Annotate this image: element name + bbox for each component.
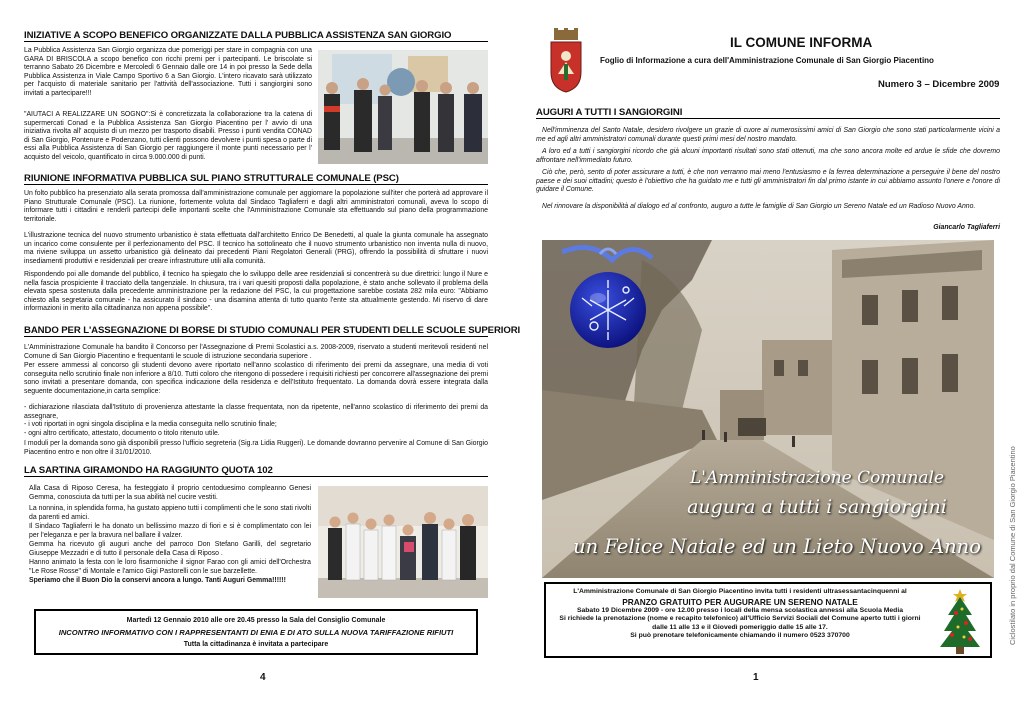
sartina-paragraph-4: Gemma ha ricevuto gli auguri anche del parroco Don Stefano Garilli, del segretario Giuseppe Mezzadri e di tutto il personale della Casa di Riposo . — [29, 541, 311, 557]
benefico-paragraph-1: La Pubblica Assistenza San Giorgio organizza due pomeriggi per stare in compagnia con una GARA DI BRISCOLA a scopo benefico con ricchi premi per i partecipanti. Le briscolate si terranno Sabato 26 Dicembre e Mercoledì 6 Gennaio dalle ore 14 in poi presso la Sede della Pubblica Assistenza in Viale Campo Sportivo 6 a San Giorgio. L'intero ricavato sarà utilizzato per l'acquisto di materiale sanitario per l'attività dell'associazione. Tutti i sangiorgini sono invitati a partecipare!!! — [24, 47, 312, 97]
birthday-photo-illustration — [318, 486, 488, 598]
auguri-paragraph-3: Ciò che, però, sento di poter assicurare a tutti, è che non verranno mai meno l'entusiasmo e la ferrea determinazione a perseguire il bene del nostro paese e dei suoi cittadini; questo è l'obiettivo che ha guidato me e tutti gli amministratori fin dal primo istante in cui abbiamo assunto l'onere e l'onore di guidare il Comune. — [536, 169, 1000, 194]
pranzo-booking-line: Si richiede la prenotazione (nome e recapito telefonico) all'Ufficio Servizi Sociali del Comune aperto tutti i giorni dalle 11 alle 13 e il Giovedì pomeriggio dalle 15 alle 17. — [559, 615, 921, 631]
sartina-paragraph-1: Alla Casa di Riposo Ceresa, ha festeggiato il proprio centoduesimo compleanno Genesi Gemma, conosciuta da tutti per la sua abilità nel cucire vestiti. — [29, 485, 311, 501]
card-greeting-line-2: augura a tutti i sangiorgini — [687, 496, 947, 518]
coat-of-arms-icon — [548, 28, 584, 94]
pubblica-assistenza-photo — [318, 50, 488, 164]
sartina-photo — [318, 486, 488, 598]
right-page — [512, 0, 1024, 724]
sartina-paragraph-5: Hanno animato la festa con le loro fisarmoniche il signor Farao con gli amici dell'Orchestra "Le Rose Rosse" di Montale e l'amico Gigi Pastorelli con le sue barzellette. — [29, 559, 311, 575]
pranzo-invite-line: L'Amministrazione Comunale di San Giorgio Piacentino invita tutti i residenti ultrasessantacinquenni al — [573, 588, 907, 595]
christmas-card-image — [542, 240, 994, 578]
borse-paragraph-3: I moduli per la domanda sono già disponibili presso l'ufficio segreteria (Sig.ra Lidia Ruggeri). Le domande dovranno pervenire al Comune di San Giorgio Piacentino entro e non oltre il 31/01/2010. — [24, 440, 488, 456]
printing-note-vertical: Ciclostilato in proprio dal Comune di San Giorgio Piacentino — [1008, 446, 1017, 645]
incontro-date-line: Martedì 12 Gennaio 2010 alle ore 20.45 presso la Sala del Consiglio Comunale — [126, 617, 386, 624]
sartina-paragraph-3: Il Sindaco Tagliaferri le ha donato un bellissimo mazzo di fiori e si è complimentato con lei per l'eleganza e per la bravura nel ballare il valzer. — [29, 523, 311, 539]
sartina-paragraph-2: La nonnina, in splendida forma, ha gustato appieno tutti i complimenti che le sono stati rivolti da parenti ed amici. — [29, 505, 311, 521]
benefico-heading: INIZIATIVE A SCOPO BENEFICO ORGANIZZATE DALLA PUBBLICA ASSISTENZA SAN GIORGIO — [24, 30, 488, 42]
incontro-invite-line: Tutta la cittadinanza è invitata a partecipare — [183, 641, 329, 648]
auguri-paragraph-1: Nell'imminenza del Santo Natale, desidero rivolgere un grazie di cuore ai numerosissimi amici di San Giorgio che sono stati particolarmente vicini a me ed agli altri amministratori comunali durante questi primi mesi del nostro mandato. — [536, 127, 1000, 143]
borse-paragraph-2: Per essere ammessi al concorso gli studenti devono avere riportato nell'anno scolastico di riferimento dei premi da assegnare, una media di voti conseguita nello scrutinio finale non inferiore a 8/10. Tutti coloro che ritengono di possedere i requisiti richiesti per concorrere all'assegnazione dei premi sono invitati a presentare domanda, con specifica indicazione della residenza e dell'Istituto frequentato. La domanda dovrà essere integrata dalla seguente documentazione,in carta semplice: — [24, 362, 488, 395]
borse-bullet-2: - i voti riportati in ogni singola disciplina e la media conseguita nello scrutinio finale; — [24, 421, 277, 428]
auguri-paragraph-2: A loro ed a tutti i sangiorgini ricordo che già alcuni importanti risultati sono stati ottenuti, ma che sono ancora molte ed ardue le sfide che dovremo affrontare nell'immediato futuro. — [536, 148, 1000, 164]
psc-paragraph-2: L'illustrazione tecnica del nuovo strumento urbanistico è stata effettuata dall'architetto Enrico De Benedetti, al quale la giunta comunale ha assegnato un incarico come consulente per il perfezionamento del PSC. Il tecnico ha sottolineato che il nuovo strumento urbanistico non inventa nulla di nuovo, ma riviene sviluppa un assetto urbanistico già delineato dai precedenti Piani Regolatori Generali (PRG), offrendo la possibilità di sfruttare i nuovi insediamenti produttivi e residenziali per creare infrastrutture utili alla comunità. — [24, 232, 488, 265]
incontro-title: INCONTRO INFORMATIVO CON I RAPPRESENTANTI DI ENIA E DI ATO SULLA NUOVA TARIFFAZIONE RIFIUTI — [58, 628, 454, 637]
auguri-heading: AUGURI A TUTTI I SANGIORGINI — [536, 107, 1000, 119]
psc-paragraph-3: Rispondendo poi alle domande del pubblico, il tecnico ha spiegato che lo sviluppo delle aree residenziali si concentrerà su due direttrici: lungo il Nure e nella fascia prospiciente il tracciato della tangenziale. In chiusura, tra i vari quesiti proposti dalla popolazione, è stato anche sollevato il problema della elevata spesa sostenuta dalla precedente amministrazione per la redazione del PSC, la cui progettazione sarebbe costata 282 mila euro: "Abbiamo chiesto alla segretaria comunale - ha assicurato il sindaco - una disamina attenta di tutto quanto l'ente sta attualmente gestendo. Mi riservo di dare informazioni in merito alla cittadinanza non appena possibile". — [24, 271, 488, 313]
borse-paragraph-1: L'Amministrazione Comunale ha bandito il Concorso per l'Assegnazione di Premi Scolastici a.s. 2008-2009, riservato a studenti meritevoli residenti nel Comune di San Giorgio Piacentino e frequentanti le scuole di istruzione secondaria superiore . — [24, 344, 488, 360]
borse-bullet-1: - dichiarazione rilasciata dall'Istituto di provenienza attestante la classe frequentata, non da ripetente, nell'anno scolastico di riferimento dei premi da assegnare, — [24, 404, 488, 420]
page-number-right: 1 — [753, 672, 759, 683]
sepia-street-illustration — [542, 240, 994, 578]
borse-heading: BANDO PER L'ASSEGNAZIONE DI BORSE DI STUDIO COMUNALI PER STUDENTI DELLE SCUOLE SUPERIORI — [24, 325, 521, 336]
group-photo-illustration — [318, 50, 488, 164]
sartina-heading: LA SARTINA GIRAMONDO HA RAGGIUNTO QUOTA 102 — [24, 465, 488, 477]
masthead-subtitle: Foglio di Informazione a cura dell'Amministrazione Comunale di San Giorgio Piacentino — [600, 56, 934, 65]
auguri-signature: Giancarlo Tagliaferri — [933, 224, 1000, 231]
pranzo-title: PRANZO GRATUITO PER AUGURARE UN SERENO NATALE — [622, 596, 858, 607]
christmas-tree-icon — [938, 587, 982, 655]
pranzo-info-box — [544, 582, 992, 658]
card-greeting-line-3: un Felice Natale ed un Lieto Nuovo Anno — [573, 535, 981, 558]
auguri-paragraph-4: Nel rinnovare la disponibilità al dialogo ed al confronto, auguro a tutte le famiglie di San Giorgio un Sereno Natale ed un Radioso Nuovo Anno. — [542, 203, 976, 210]
sartina-paragraph-6: Speriamo che il Buon Dio la conservi ancora a lungo. Tanti Auguri Gemma!!!!!! — [29, 577, 286, 584]
psc-paragraph-1: Un folto pubblico ha presenziato alla serata promossa dall'amministrazione comunale per aggiornare la popolazione sull'iter che porterà ad approvare il Piano Strutturale Comunale (PSC). La riunione, fortemente voluta dal Sindaco Tagliaferri e dagli altri amministratori comunali, aveva lo scopo di informare tutti i cittadini e renderli partecipi delle importanti scelte che l'Amministrazione Comunale sta effettuando sul piano della programmazione territoriale. — [24, 190, 488, 223]
masthead-title: IL COMUNE INFORMA — [730, 35, 873, 50]
card-greeting-line-1: L'Amministrazione Comunale — [689, 468, 945, 488]
incontro-info-box — [34, 609, 478, 655]
borse-bullet-3: - ogni altro certificato, attestato, documento o titolo ritenuto utile. — [24, 430, 220, 437]
masthead-issue: Numero 3 – Dicembre 2009 — [878, 79, 1000, 90]
pranzo-date-line: Sabato 19 Dicembre 2009 - ore 12.00 presso i locali della mensa scolastica annessi alla Scuola Media — [576, 606, 904, 614]
page-number-left: 4 — [260, 672, 266, 683]
psc-heading: RIUNIONE INFORMATIVA PUBBLICA SUL PIANO STRUTTURALE COMUNALE (PSC) — [24, 173, 488, 185]
benefico-paragraph-2: "AIUTACI A REALIZZARE UN SOGNO":Si è concretizzata la collaborazione tra la catena di supermercati Conad e la Pubblica Assistenza San Giorgio Piacentino per l' avvio di una iniziativa rivolta all' acquisto di un mezzo per trasporto disabili. Presso i punti vendita CONAD di San Giorgio, Pontenure e Podenzano, tutti clienti possono devolvere i punti spesa o parte di essi alla Pubblica Assistenza di San Giorgio per raggiungere il monte punti necessario per l' acquisto del veicolo, quantificato in circa 9.000.000 di punti. — [24, 111, 312, 161]
pranzo-phone-line: Si può prenotare telefonicamente chiamando il numero 0523 370700 — [630, 632, 850, 639]
